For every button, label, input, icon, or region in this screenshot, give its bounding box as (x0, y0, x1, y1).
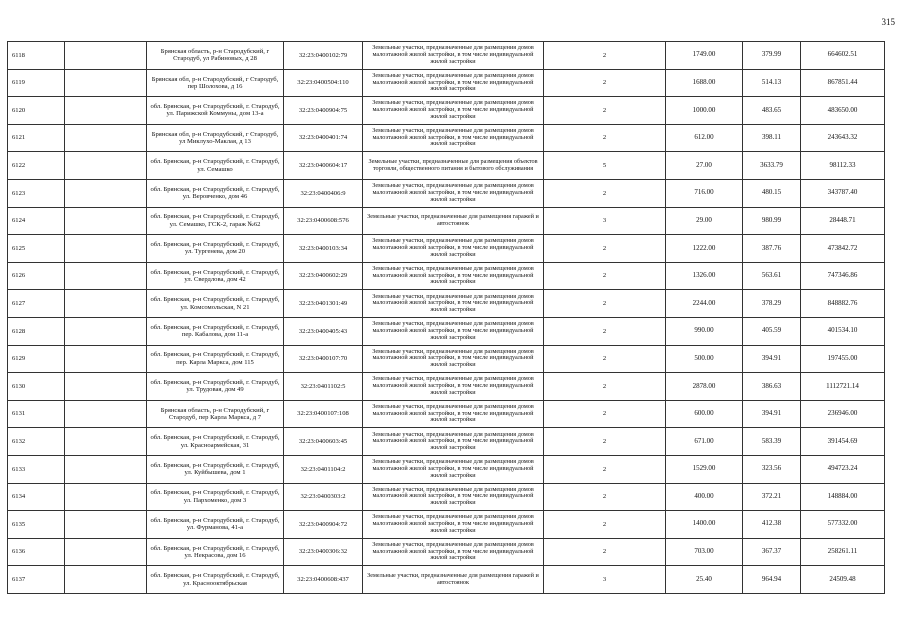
land-use-cell: Земельные участки, предназначенные для размещения домов малоэтажной жилой застройки, в том числе индивидуальной жилой застройки (363, 124, 544, 152)
address-cell: обл. Брянская, р-н Стародубский, г. Стародуб, ул. Некрасова, дом 16 (147, 538, 284, 566)
table-row (8, 69, 885, 97)
empty-cell (65, 483, 147, 511)
table-row (8, 345, 885, 373)
table-row (8, 262, 885, 290)
address-cell: Брянская область, р-н Стародубский, г Стародуб, ул Рабиновых, д 28 (147, 42, 284, 70)
cadastral-number-cell: 32:23:0401102:5 (284, 373, 363, 401)
cadastral-number-cell: 32:23:0400608:576 (284, 207, 363, 235)
row-number-cell: 6122 (8, 152, 65, 180)
row-number-cell: 6133 (8, 455, 65, 483)
area-cell: 500.00 (666, 345, 743, 373)
empty-cell (65, 152, 147, 180)
empty-cell (65, 235, 147, 263)
row-number-cell: 6121 (8, 124, 65, 152)
group-code-cell: 2 (544, 455, 666, 483)
empty-cell (65, 262, 147, 290)
specific-value-cell: 412.38 (743, 511, 801, 539)
table-row (8, 152, 885, 180)
empty-cell (65, 373, 147, 401)
row-number-cell: 6125 (8, 235, 65, 263)
land-use-cell: Земельные участки, предназначенные для размещения домов малоэтажной жилой застройки, в том числе индивидуальной жилой застройки (363, 179, 544, 207)
group-code-cell: 2 (544, 317, 666, 345)
area-cell: 716.00 (666, 179, 743, 207)
land-use-cell: Земельные участки, предназначенные для размещения гаражей и автостоянок (363, 566, 544, 594)
cadastral-number-cell: 32:23:0400608:437 (284, 566, 363, 594)
specific-value-cell: 387.76 (743, 235, 801, 263)
row-number-cell: 6134 (8, 483, 65, 511)
cadastral-value-table (7, 41, 885, 594)
cadastral-number-cell: 32:23:0400107:108 (284, 400, 363, 428)
specific-value-cell: 583.39 (743, 428, 801, 456)
group-code-cell: 2 (544, 97, 666, 125)
area-cell: 2244.00 (666, 290, 743, 318)
area-cell: 2878.00 (666, 373, 743, 401)
specific-value-cell: 386.63 (743, 373, 801, 401)
table-row (8, 566, 885, 594)
address-cell: обл. Брянская, р-н Стародубский, г. Стародуб, пер. Карла Маркса, дом 115 (147, 345, 284, 373)
address-cell: обл. Брянская, р-н Стародубский, г. Стародуб, ул. Фурманова, 41-а (147, 511, 284, 539)
row-number-cell: 6127 (8, 290, 65, 318)
area-cell: 1326.00 (666, 262, 743, 290)
table-row (8, 538, 885, 566)
group-code-cell: 3 (544, 207, 666, 235)
specific-value-cell: 398.11 (743, 124, 801, 152)
row-number-cell: 6119 (8, 69, 65, 97)
land-use-cell: Земельные участки, предназначенные для размещения домов малоэтажной жилой застройки, в том числе индивидуальной жилой застройки (363, 317, 544, 345)
area-cell: 703.00 (666, 538, 743, 566)
area-cell: 1400.00 (666, 511, 743, 539)
land-use-cell: Земельные участки, предназначенные для размещения домов малоэтажной жилой застройки, в том числе индивидуальной жилой застройки (363, 373, 544, 401)
specific-value-cell: 563.61 (743, 262, 801, 290)
empty-cell (65, 179, 147, 207)
cadastral-value-cell: 258261.11 (801, 538, 885, 566)
cadastral-number-cell: 32:23:0400604:17 (284, 152, 363, 180)
cadastral-value-cell: 98112.33 (801, 152, 885, 180)
address-cell: обл. Брянская, р-н Стародубский, г. Стародуб, ул. Трудовая, дом 49 (147, 373, 284, 401)
table-row (8, 290, 885, 318)
area-cell: 400.00 (666, 483, 743, 511)
cadastral-value-cell: 401534.10 (801, 317, 885, 345)
cadastral-value-cell: 24509.48 (801, 566, 885, 594)
address-cell: обл. Брянская, р-н Стародубский, г. Стародуб, ул. Краснооктябрьская (147, 566, 284, 594)
address-cell: обл. Брянская, р-н Стародубский, г. Стародуб, ул. Куйбышева, дом 1 (147, 455, 284, 483)
specific-value-cell: 394.91 (743, 400, 801, 428)
empty-cell (65, 538, 147, 566)
group-code-cell: 2 (544, 42, 666, 70)
group-code-cell: 2 (544, 538, 666, 566)
table-row (8, 235, 885, 263)
land-use-cell: Земельные участки, предназначенные для размещения домов малоэтажной жилой застройки, в том числе индивидуальной жилой застройки (363, 511, 544, 539)
group-code-cell: 2 (544, 373, 666, 401)
table-row (8, 511, 885, 539)
cadastral-value-cell: 483650.00 (801, 97, 885, 125)
address-cell: обл. Брянская, р-н Стародубский, г. Стародуб, ул. Пархоменко, дом 3 (147, 483, 284, 511)
area-cell: 671.00 (666, 428, 743, 456)
row-number-cell: 6130 (8, 373, 65, 401)
specific-value-cell: 405.59 (743, 317, 801, 345)
specific-value-cell: 980.99 (743, 207, 801, 235)
address-cell: обл. Брянская, р-н Стародубский, г. Стародуб, ул. Свердлова, дом 42 (147, 262, 284, 290)
area-cell: 1749.00 (666, 42, 743, 70)
cadastral-value-cell: 664602.51 (801, 42, 885, 70)
cadastral-value-cell: 243643.32 (801, 124, 885, 152)
group-code-cell: 2 (544, 511, 666, 539)
table-row (8, 207, 885, 235)
cadastral-number-cell: 32:23:0401301:49 (284, 290, 363, 318)
group-code-cell: 2 (544, 262, 666, 290)
cadastral-number-cell: 32:23:0400406:9 (284, 179, 363, 207)
land-use-cell: Земельные участки, предназначенные для размещения домов малоэтажной жилой застройки, в том числе индивидуальной жилой застройки (363, 97, 544, 125)
empty-cell (65, 400, 147, 428)
empty-cell (65, 455, 147, 483)
area-cell: 1688.00 (666, 69, 743, 97)
area-cell: 27.00 (666, 152, 743, 180)
cadastral-number-cell: 32:23:0400904:75 (284, 97, 363, 125)
table-row (8, 97, 885, 125)
land-use-cell: Земельные участки, предназначенные для размещения домов малоэтажной жилой застройки, в том числе индивидуальной жилой застройки (363, 345, 544, 373)
cadastral-number-cell: 32:23:0400102:79 (284, 42, 363, 70)
empty-cell (65, 566, 147, 594)
address-cell: Брянская обл, р-н Стародубский, г Стародуб, ул Миклухо-Маклая, д 13 (147, 124, 284, 152)
row-number-cell: 6135 (8, 511, 65, 539)
group-code-cell: 2 (544, 124, 666, 152)
land-use-cell: Земельные участки, предназначенные для размещения домов малоэтажной жилой застройки, в том числе индивидуальной жилой застройки (363, 400, 544, 428)
cadastral-number-cell: 32:23:0400904:72 (284, 511, 363, 539)
group-code-cell: 5 (544, 152, 666, 180)
area-cell: 25.40 (666, 566, 743, 594)
specific-value-cell: 514.13 (743, 69, 801, 97)
table-body (8, 42, 885, 594)
area-cell: 1222.00 (666, 235, 743, 263)
land-use-cell: Земельные участки, предназначенные для размещения объектов торговли, общественного питания и бытового обслуживания (363, 152, 544, 180)
empty-cell (65, 69, 147, 97)
cadastral-value-cell: 867851.44 (801, 69, 885, 97)
empty-cell (65, 317, 147, 345)
area-cell: 990.00 (666, 317, 743, 345)
land-use-cell: Земельные участки, предназначенные для размещения домов малоэтажной жилой застройки, в том числе индивидуальной жилой застройки (363, 42, 544, 70)
cadastral-number-cell: 32:23:0400103:34 (284, 235, 363, 263)
specific-value-cell: 394.91 (743, 345, 801, 373)
address-cell: обл. Брянская, р-н Стародубский, г. Стародуб, ул. Тургенева, дом 20 (147, 235, 284, 263)
cadastral-value-cell: 197455.00 (801, 345, 885, 373)
address-cell: обл. Брянская, р-н Стародубский, г. Стародуб, ул. Семашко, ГСК-2, гараж №62 (147, 207, 284, 235)
page-number: 315 (881, 17, 895, 27)
group-code-cell: 2 (544, 69, 666, 97)
land-use-cell: Земельные участки, предназначенные для размещения домов малоэтажной жилой застройки, в том числе индивидуальной жилой застройки (363, 428, 544, 456)
row-number-cell: 6131 (8, 400, 65, 428)
group-code-cell: 2 (544, 345, 666, 373)
area-cell: 1000.00 (666, 97, 743, 125)
cadastral-value-cell: 494723.24 (801, 455, 885, 483)
cadastral-value-cell: 236946.00 (801, 400, 885, 428)
area-cell: 1529.00 (666, 455, 743, 483)
land-use-cell: Земельные участки, предназначенные для размещения домов малоэтажной жилой застройки, в том числе индивидуальной жилой застройки (363, 538, 544, 566)
cadastral-value-cell: 747346.86 (801, 262, 885, 290)
group-code-cell: 2 (544, 179, 666, 207)
cadastral-value-cell: 148884.00 (801, 483, 885, 511)
cadastral-number-cell: 32:23:0400405:43 (284, 317, 363, 345)
group-code-cell: 3 (544, 566, 666, 594)
address-cell: обл. Брянская, р-н Стародубский, г. Стародуб, ул. Красноармейская, 31 (147, 428, 284, 456)
specific-value-cell: 323.56 (743, 455, 801, 483)
cadastral-value-cell: 391454.69 (801, 428, 885, 456)
address-cell: обл. Брянская, р-н Стародубский, г. Стародуб, пер. Кабалова, дом 11-а (147, 317, 284, 345)
row-number-cell: 6124 (8, 207, 65, 235)
specific-value-cell: 367.37 (743, 538, 801, 566)
land-use-cell: Земельные участки, предназначенные для размещения домов малоэтажной жилой застройки, в том числе индивидуальной жилой застройки (363, 235, 544, 263)
cadastral-number-cell: 32:23:0400401:74 (284, 124, 363, 152)
table-row (8, 317, 885, 345)
row-number-cell: 6118 (8, 42, 65, 70)
empty-cell (65, 124, 147, 152)
land-use-cell: Земельные участки, предназначенные для размещения домов малоэтажной жилой застройки, в том числе индивидуальной жилой застройки (363, 290, 544, 318)
area-cell: 29.00 (666, 207, 743, 235)
cadastral-number-cell: 32:23:0400602:29 (284, 262, 363, 290)
land-use-cell: Земельные участки, предназначенные для размещения домов малоэтажной жилой застройки, в том числе индивидуальной жилой застройки (363, 69, 544, 97)
specific-value-cell: 372.21 (743, 483, 801, 511)
land-use-cell: Земельные участки, предназначенные для размещения домов малоэтажной жилой застройки, в том числе индивидуальной жилой застройки (363, 455, 544, 483)
table-row (8, 179, 885, 207)
row-number-cell: 6123 (8, 179, 65, 207)
cadastral-number-cell: 32:23:0400107:70 (284, 345, 363, 373)
cadastral-value-cell: 343787.40 (801, 179, 885, 207)
specific-value-cell: 3633.79 (743, 152, 801, 180)
empty-cell (65, 511, 147, 539)
row-number-cell: 6137 (8, 566, 65, 594)
address-cell: Брянская область, р-н Стародубский, г Стародуб, пер Карла Маркса, д 7 (147, 400, 284, 428)
row-number-cell: 6132 (8, 428, 65, 456)
specific-value-cell: 964.94 (743, 566, 801, 594)
address-cell: обл. Брянская, р-н Стародубский, г. Стародуб, ул. Комсомольская, N 21 (147, 290, 284, 318)
group-code-cell: 2 (544, 428, 666, 456)
specific-value-cell: 483.65 (743, 97, 801, 125)
empty-cell (65, 42, 147, 70)
empty-cell (65, 97, 147, 125)
group-code-cell: 2 (544, 400, 666, 428)
row-number-cell: 6126 (8, 262, 65, 290)
cadastral-number-cell: 32:23:0400504:110 (284, 69, 363, 97)
cadastral-value-cell: 473842.72 (801, 235, 885, 263)
address-cell: Брянская обл, р-н Стародубский, г Стародуб, пер Шолохова, д 16 (147, 69, 284, 97)
cadastral-number-cell: 32:23:0400603:45 (284, 428, 363, 456)
specific-value-cell: 379.99 (743, 42, 801, 70)
table-row (8, 400, 885, 428)
table-row (8, 455, 885, 483)
specific-value-cell: 378.29 (743, 290, 801, 318)
cadastral-value-cell: 1112721.14 (801, 373, 885, 401)
specific-value-cell: 480.15 (743, 179, 801, 207)
cadastral-value-cell: 28448.71 (801, 207, 885, 235)
empty-cell (65, 345, 147, 373)
land-use-cell: Земельные участки, предназначенные для размещения гаражей и автостоянок (363, 207, 544, 235)
group-code-cell: 2 (544, 235, 666, 263)
group-code-cell: 2 (544, 483, 666, 511)
table-row (8, 428, 885, 456)
area-cell: 600.00 (666, 400, 743, 428)
empty-cell (65, 428, 147, 456)
land-use-cell: Земельные участки, предназначенные для размещения домов малоэтажной жилой застройки, в том числе индивидуальной жилой застройки (363, 483, 544, 511)
row-number-cell: 6129 (8, 345, 65, 373)
row-number-cell: 6120 (8, 97, 65, 125)
cadastral-number-cell: 32:23:0400303:2 (284, 483, 363, 511)
row-number-cell: 6128 (8, 317, 65, 345)
land-use-cell: Земельные участки, предназначенные для размещения домов малоэтажной жилой застройки, в том числе индивидуальной жилой застройки (363, 262, 544, 290)
table-row (8, 373, 885, 401)
group-code-cell: 2 (544, 290, 666, 318)
address-cell: обл. Брянская, р-н Стародубский, г. Стародуб, ул. Семашко (147, 152, 284, 180)
table-row (8, 483, 885, 511)
cadastral-value-cell: 577332.00 (801, 511, 885, 539)
address-cell: обл. Брянская, р-н Стародубский, г. Стародуб, ул. Веровченко, дом 46 (147, 179, 284, 207)
cadastral-number-cell: 32:23:0400306:32 (284, 538, 363, 566)
empty-cell (65, 290, 147, 318)
area-cell: 612.00 (666, 124, 743, 152)
empty-cell (65, 207, 147, 235)
row-number-cell: 6136 (8, 538, 65, 566)
cadastral-number-cell: 32:23:0401104:2 (284, 455, 363, 483)
cadastral-value-cell: 848882.76 (801, 290, 885, 318)
table-row (8, 124, 885, 152)
address-cell: обл. Брянская, р-н Стародубский, г. Стародуб, ул. Парижской Коммуны, дом 13-а (147, 97, 284, 125)
table-row (8, 42, 885, 70)
